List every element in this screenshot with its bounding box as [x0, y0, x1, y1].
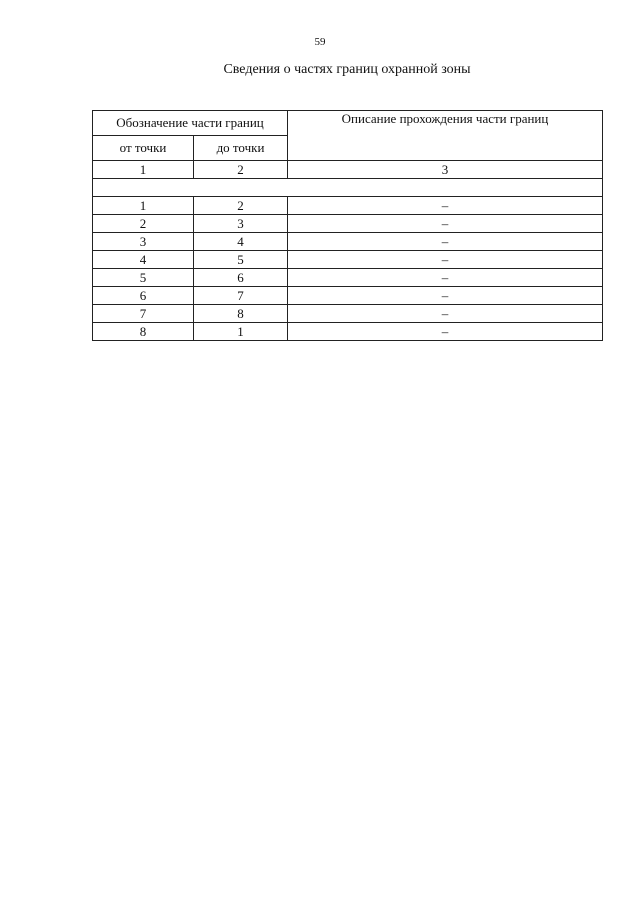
column-number: 2 — [194, 161, 288, 179]
table-row — [93, 251, 603, 269]
table-row — [93, 215, 603, 233]
header-from-point: от точки — [93, 136, 194, 161]
from-point-cell: 8 — [93, 323, 194, 341]
to-point-cell: 7 — [194, 287, 288, 305]
table-header-row — [93, 111, 603, 136]
description-cell: – — [288, 215, 603, 233]
description-cell: – — [288, 305, 603, 323]
description-cell: – — [288, 251, 603, 269]
to-point-cell: 6 — [194, 269, 288, 287]
section-label — [93, 179, 603, 197]
from-point-cell: 5 — [93, 269, 194, 287]
header-to-point: до точки — [194, 136, 288, 161]
description-cell: – — [288, 323, 603, 341]
boundary-table — [92, 110, 603, 341]
table-row — [93, 233, 603, 251]
description-cell: – — [288, 233, 603, 251]
to-point-cell: 4 — [194, 233, 288, 251]
from-point-cell: 1 — [93, 197, 194, 215]
header-boundary-designation: Обозначение части границ — [93, 111, 288, 136]
from-point-cell: 2 — [93, 215, 194, 233]
to-point-cell: 3 — [194, 215, 288, 233]
from-point-cell: 4 — [93, 251, 194, 269]
column-number: 3 — [288, 161, 603, 179]
column-number-row — [93, 161, 603, 179]
table-row — [93, 287, 603, 305]
to-point-cell: 5 — [194, 251, 288, 269]
from-point-cell: 7 — [93, 305, 194, 323]
to-point-cell: 2 — [194, 197, 288, 215]
table-row — [93, 323, 603, 341]
from-point-cell: 6 — [93, 287, 194, 305]
description-cell: – — [288, 269, 603, 287]
description-cell: – — [288, 287, 603, 305]
description-cell: – — [288, 197, 603, 215]
page-number: 59 — [314, 36, 326, 48]
to-point-cell: 8 — [194, 305, 288, 323]
table-row — [93, 197, 603, 215]
section-row — [93, 179, 603, 197]
table-row — [93, 305, 603, 323]
header-boundary-description: Описание прохождения части границ — [288, 111, 603, 161]
table-row — [93, 269, 603, 287]
from-point-cell: 3 — [93, 233, 194, 251]
column-number: 1 — [93, 161, 194, 179]
to-point-cell: 1 — [194, 323, 288, 341]
page-title: Сведения о частях границ охранной зоны — [223, 62, 471, 77]
